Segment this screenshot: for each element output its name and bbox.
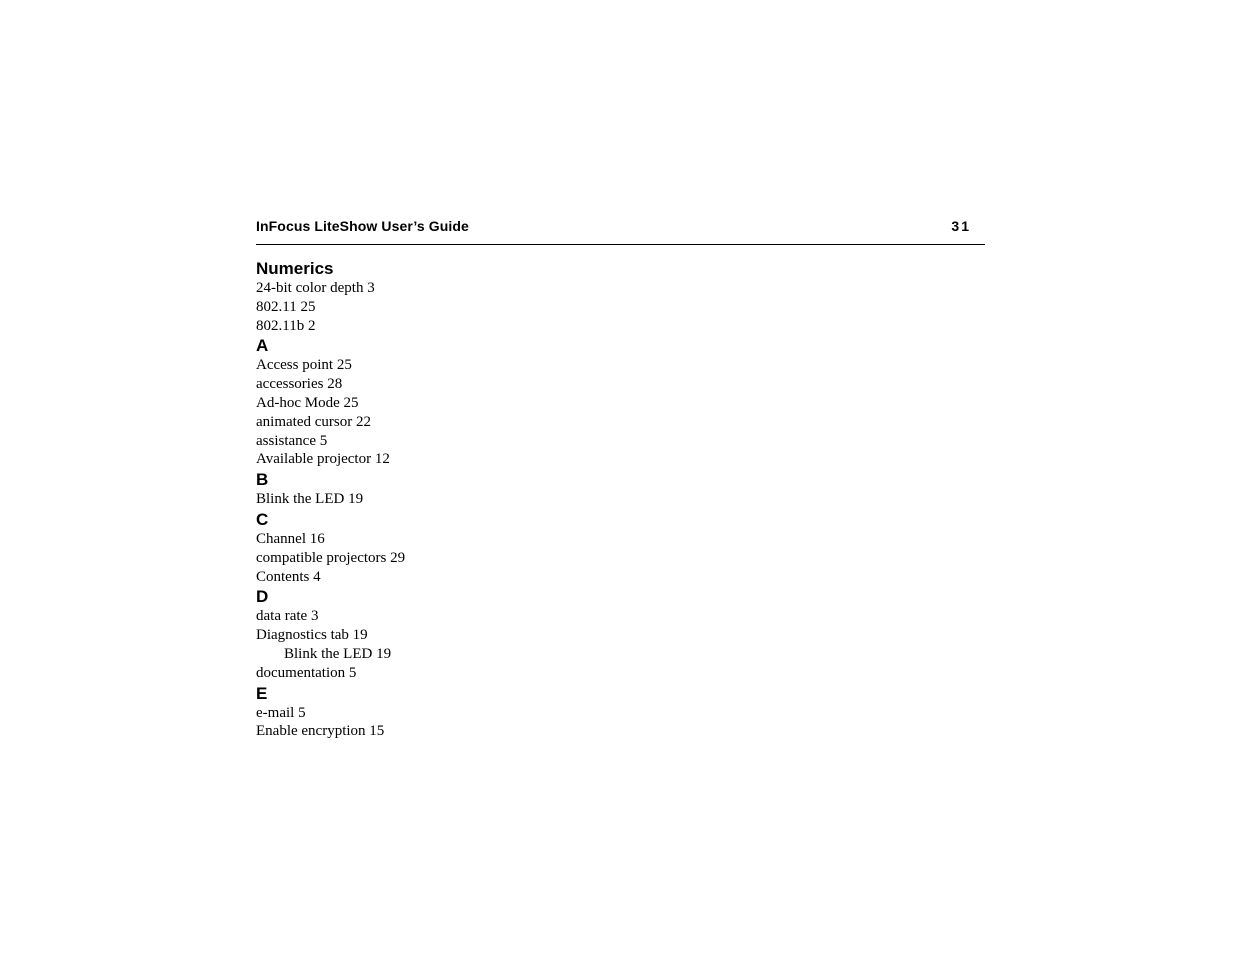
index-entry: 802.11 25: [256, 298, 316, 315]
index-section-heading: Numerics: [256, 259, 334, 278]
index-entry: 24-bit color depth 3: [256, 280, 375, 296]
page-number: 31: [951, 218, 971, 234]
index-section: [256, 683, 856, 742]
index-entry: Contents 4: [256, 568, 321, 585]
index-section: [256, 258, 856, 335]
index-section-heading: D: [256, 587, 269, 607]
page-header: [256, 216, 985, 245]
index-entry: animated cursor 22: [256, 413, 371, 430]
index-entry: Channel 16: [256, 530, 325, 547]
index-entry: documentation 5: [256, 664, 357, 681]
index-entry: Blink the LED 19: [256, 491, 364, 508]
index-entry: data rate 3: [256, 608, 319, 625]
index-entry: Available projector 12: [256, 451, 390, 468]
index-entry: assistance 5: [256, 432, 328, 449]
index-entry: Access point 25: [256, 357, 352, 374]
index-section-heading: A: [256, 336, 269, 356]
index-section: [256, 586, 856, 682]
index-subentry: Blink the LED 19: [284, 645, 392, 662]
document-title: InFocus LiteShow User’s Guide: [256, 218, 469, 234]
index-section: [256, 469, 856, 509]
index-section-heading: B: [256, 470, 269, 490]
index-entry: Enable encryption 15: [256, 723, 385, 740]
index-entry: accessories 28: [256, 376, 343, 393]
index-entry: Diagnostics tab 19: [256, 627, 368, 644]
index-entry: Ad-hoc Mode 25: [256, 394, 359, 411]
index-section: [256, 509, 856, 586]
index-entry: compatible projectors 29: [256, 549, 406, 566]
index-section-heading: E: [256, 683, 268, 703]
index-section: [256, 335, 856, 469]
index-entry: 802.11b 2: [256, 317, 316, 334]
index-section-heading: C: [256, 509, 269, 529]
index-list: [256, 258, 856, 741]
index-entry: e-mail 5: [256, 704, 306, 721]
